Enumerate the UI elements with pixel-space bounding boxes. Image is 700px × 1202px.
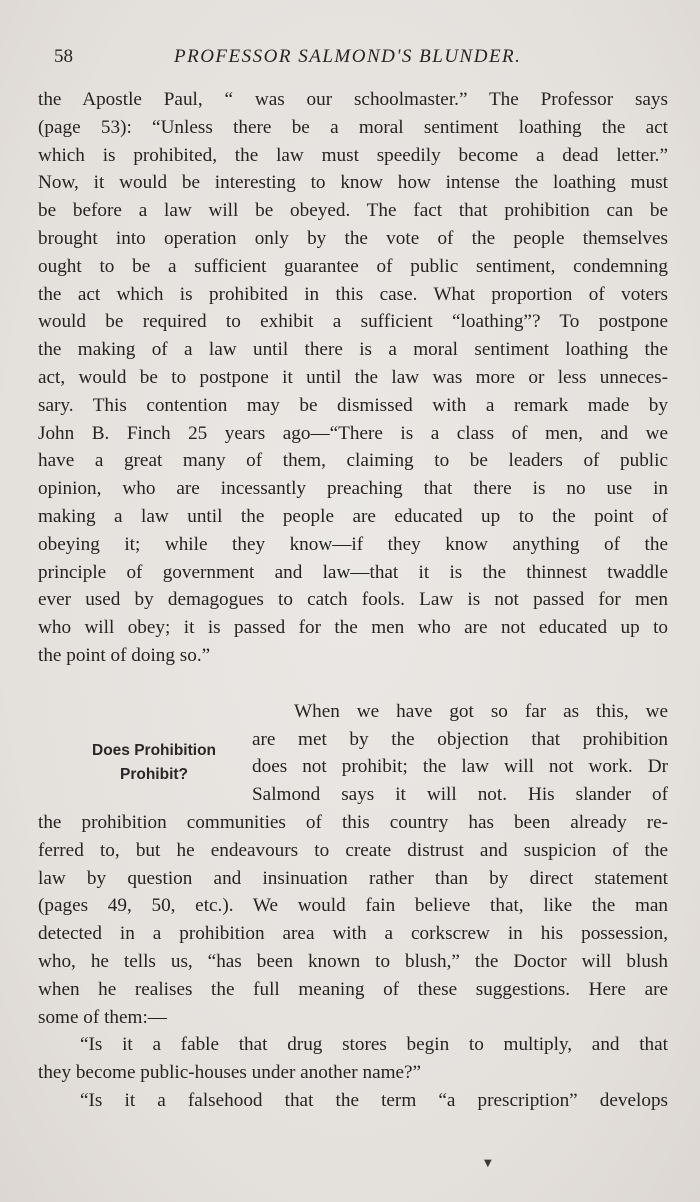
text-line: which is prohibited, the law must speedily become a dead letter.”	[38, 144, 668, 166]
sidenote-line: Prohibit?	[119, 765, 189, 783]
text-line: When we have got so far as this, we	[294, 700, 668, 722]
running-head: PROFESSOR SALMOND'S BLUNDER.	[174, 46, 522, 67]
text-line: detected in a prohibition area with a corkscrew in his possession,	[38, 923, 668, 945]
text-line: opinion, who are incessantly preaching that there is no use in	[38, 478, 668, 500]
quotation-drug-stores	[38, 1031, 668, 1087]
page-number: 58	[54, 46, 73, 67]
text-line: the Apostle Paul, “ was our schoolmaster.” The Professor says	[38, 89, 668, 110]
sidenote-heading	[74, 739, 234, 787]
text-line: law by question and insinuation rather than by direct statement	[38, 867, 668, 889]
text-line: ought to be a sufficient guarantee of public sentiment, condemning	[38, 255, 668, 277]
text-line: (page 53): “Unless there be a moral sentiment loathing the act	[38, 116, 668, 138]
text-line: who will obey; it is passed for the men who are not educated up to	[38, 617, 668, 639]
text-line: sary. This contention may be dismissed with a remark made by	[38, 394, 668, 416]
text-line: (pages 49, 50, etc.). We would fain believe that, like the man	[38, 895, 668, 917]
text-line: Salmond says it will not. His slander of	[252, 784, 668, 806]
text-line: act, would be to postpone it until the law was more or less unneces-	[38, 366, 668, 388]
printer-mark: ▼	[484, 1158, 492, 1169]
text-line: would be required to exhibit a sufficient “loathing”? To postpone	[38, 311, 668, 333]
text-line: the point of doing so.”	[38, 644, 211, 666]
text-line: principle of government and law—that it is the thinnest twaddle	[38, 561, 668, 583]
text-line: brought into operation only by the vote of the people themselves	[38, 227, 668, 249]
text-line: “Is it a falsehood that the term “a prescription” develops	[80, 1089, 668, 1111]
text-line: who, he tells us, “has been known to blush,” the Doctor will blush	[38, 950, 668, 972]
text-line: they become public-houses under another name?”	[38, 1062, 422, 1084]
text-line: making a law until the people are educated up to the point of	[38, 505, 668, 527]
paragraph-does-prohibition-prohibit	[38, 698, 668, 1032]
text-line: does not prohibit; the law will not work. Dr	[252, 756, 668, 778]
text-line: John B. Finch 25 years ago—“There is a class of men, and we	[38, 422, 668, 444]
text-line: the making of a law until there is a moral sentiment loathing the	[38, 339, 668, 361]
text-line: the act which is prohibited in this case. What proportion of voters	[38, 283, 668, 305]
text-line: be before a law will be obeyed. The fact that prohibition can be	[38, 200, 668, 222]
paragraph-loathing	[38, 86, 668, 670]
paragraph-gap	[38, 670, 668, 698]
page-header	[54, 46, 654, 76]
body-text	[38, 86, 668, 1115]
text-line: ferred to, but he endeavours to create distrust and suspicion of the	[38, 839, 668, 861]
text-line: Now, it would be interesting to know how intense the loathing must	[38, 172, 668, 194]
text-line: when he realises the full meaning of these suggestions. Here are	[38, 978, 668, 1000]
text-line: have a great many of them, claiming to be leaders of public	[38, 450, 668, 472]
sidenote-line: Does Prohibition	[92, 741, 216, 759]
quotation-prescription	[38, 1087, 668, 1115]
text-line: are met by the objection that prohibition	[252, 728, 668, 750]
text-line: obeying it; while they know—if they know anything of the	[38, 533, 668, 555]
text-line: some of them:—	[38, 1006, 167, 1028]
text-line: “Is it a fable that drug stores begin to multiply, and that	[80, 1034, 668, 1056]
text-line: ever used by demagogues to catch fools. Law is not passed for men	[38, 589, 668, 611]
text-line: the prohibition communities of this country has been already re-	[38, 811, 668, 833]
